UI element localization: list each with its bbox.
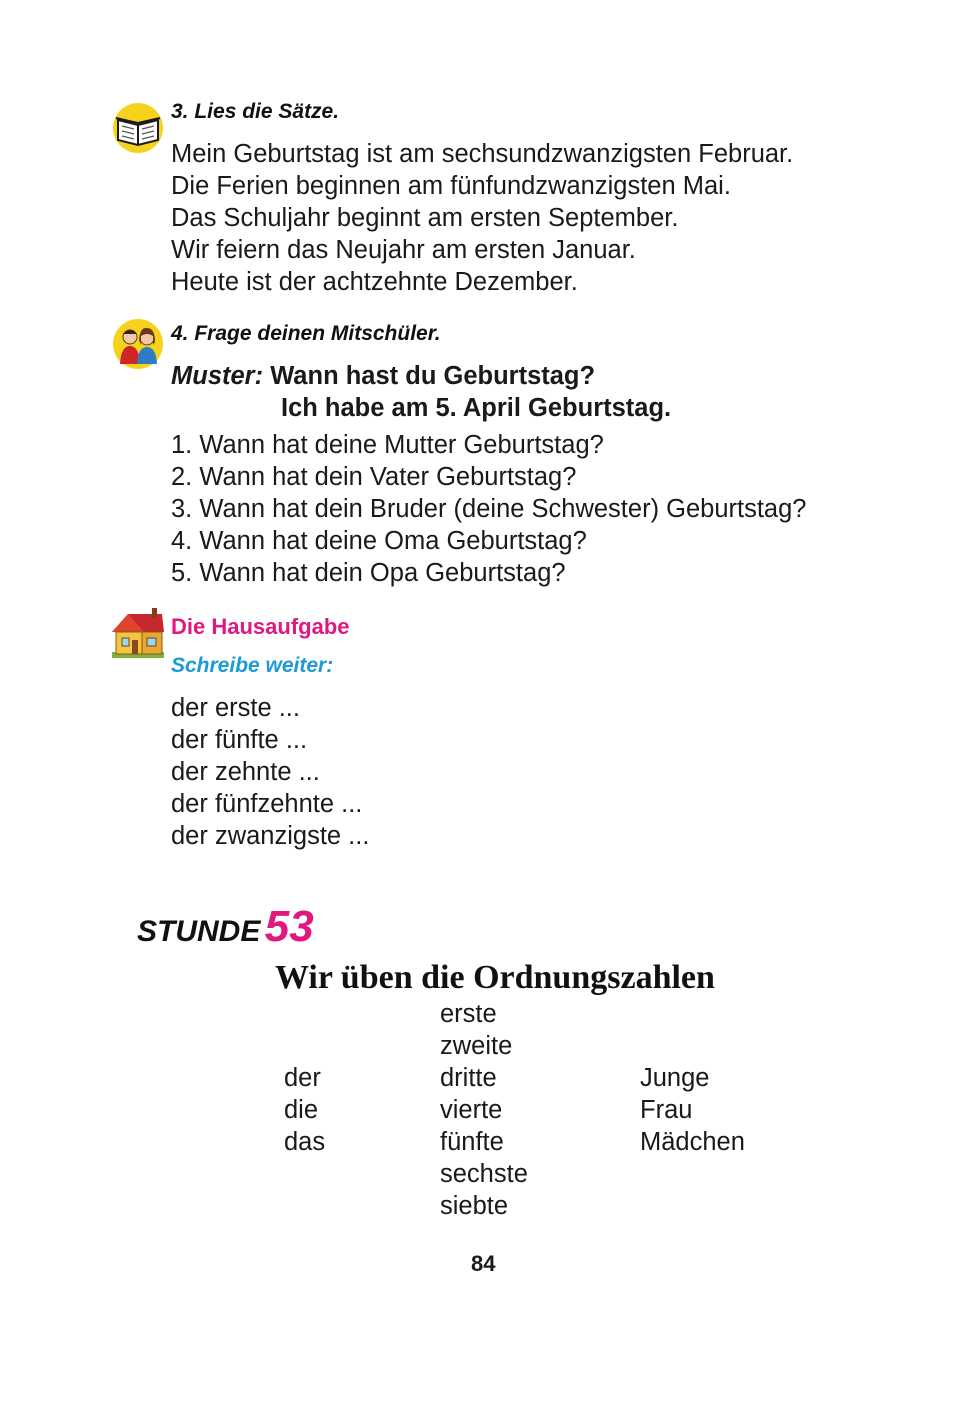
- homework-subtitle: Schreibe weiter:: [171, 654, 334, 677]
- muster-label: Muster:: [171, 362, 264, 390]
- lesson-heading: [137, 902, 314, 952]
- homework-title: Die Hausaufgabe: [171, 614, 350, 639]
- stunde-label: STUNDE: [137, 915, 261, 948]
- ordinal-item: fünfte: [440, 1128, 504, 1156]
- list-item: Mein Geburtstag ist am sechsundzwanzigsten Februar.: [171, 140, 794, 168]
- list-item: Das Schuljahr beginnt am ersten September.: [171, 204, 679, 232]
- ordinal-item: sechste: [440, 1160, 528, 1188]
- list-item: 2. Wann hat dein Vater Geburtstag?: [171, 463, 577, 491]
- muster-question-text: Wann hast du Geburtstag?: [270, 362, 596, 390]
- list-item: Die Ferien beginnen am fünfundzwanzigsten Mai.: [171, 172, 731, 200]
- ordinal-item: vierte: [440, 1096, 503, 1124]
- ordinal-item: dritte: [440, 1064, 497, 1092]
- stunde-number: 53: [264, 902, 314, 951]
- list-item: 1. Wann hat deine Mutter Geburtstag?: [171, 431, 604, 459]
- list-item: Heute ist der achtzehnte Dezember.: [171, 268, 578, 296]
- task3-title: 3. Lies die Sätze.: [171, 100, 340, 123]
- list-item: der fünfzehnte ...: [171, 790, 363, 818]
- page-number: 84: [471, 1251, 496, 1276]
- list-item: 3. Wann hat dein Bruder (deine Schwester) Geburtstag?: [171, 495, 807, 523]
- muster-answer: Ich habe am 5. April Geburtstag.: [281, 394, 672, 422]
- two-students-icon: [112, 318, 164, 370]
- article-item: das: [284, 1128, 326, 1156]
- book-icon: [112, 102, 164, 154]
- task4-title: 4. Frage deinen Mitschüler.: [171, 322, 441, 345]
- task4-questions: [171, 429, 806, 589]
- noun-item: Junge: [640, 1064, 710, 1092]
- list-item: der zwanzigste ...: [171, 822, 370, 850]
- ordinal-item: siebte: [440, 1192, 509, 1220]
- articles-column: [284, 1062, 325, 1158]
- list-item: der erste ...: [171, 694, 300, 722]
- list-item: der fünfte ...: [171, 726, 308, 754]
- article-item: die: [284, 1096, 319, 1124]
- list-item: 4. Wann hat deine Oma Geburtstag?: [171, 527, 587, 555]
- homework-lines: [171, 692, 369, 852]
- muster-question: [171, 360, 595, 392]
- task3-sentences: [171, 138, 793, 298]
- list-item: 5. Wann hat dein Opa Geburtstag?: [171, 559, 566, 587]
- noun-item: Frau: [640, 1096, 693, 1124]
- page-title: Wir üben die Ordnungszahlen: [275, 959, 715, 996]
- noun-item: Mädchen: [640, 1128, 745, 1156]
- house-icon: [110, 608, 166, 660]
- nouns-column: [640, 1062, 745, 1158]
- ordinal-item: erste: [440, 1000, 497, 1028]
- list-item: Wir feiern das Neujahr am ersten Januar.: [171, 236, 636, 264]
- article-item: der: [284, 1064, 321, 1092]
- list-item: der zehnte ...: [171, 758, 320, 786]
- ordinal-item: zweite: [440, 1032, 513, 1060]
- ordinals-column: [440, 998, 528, 1222]
